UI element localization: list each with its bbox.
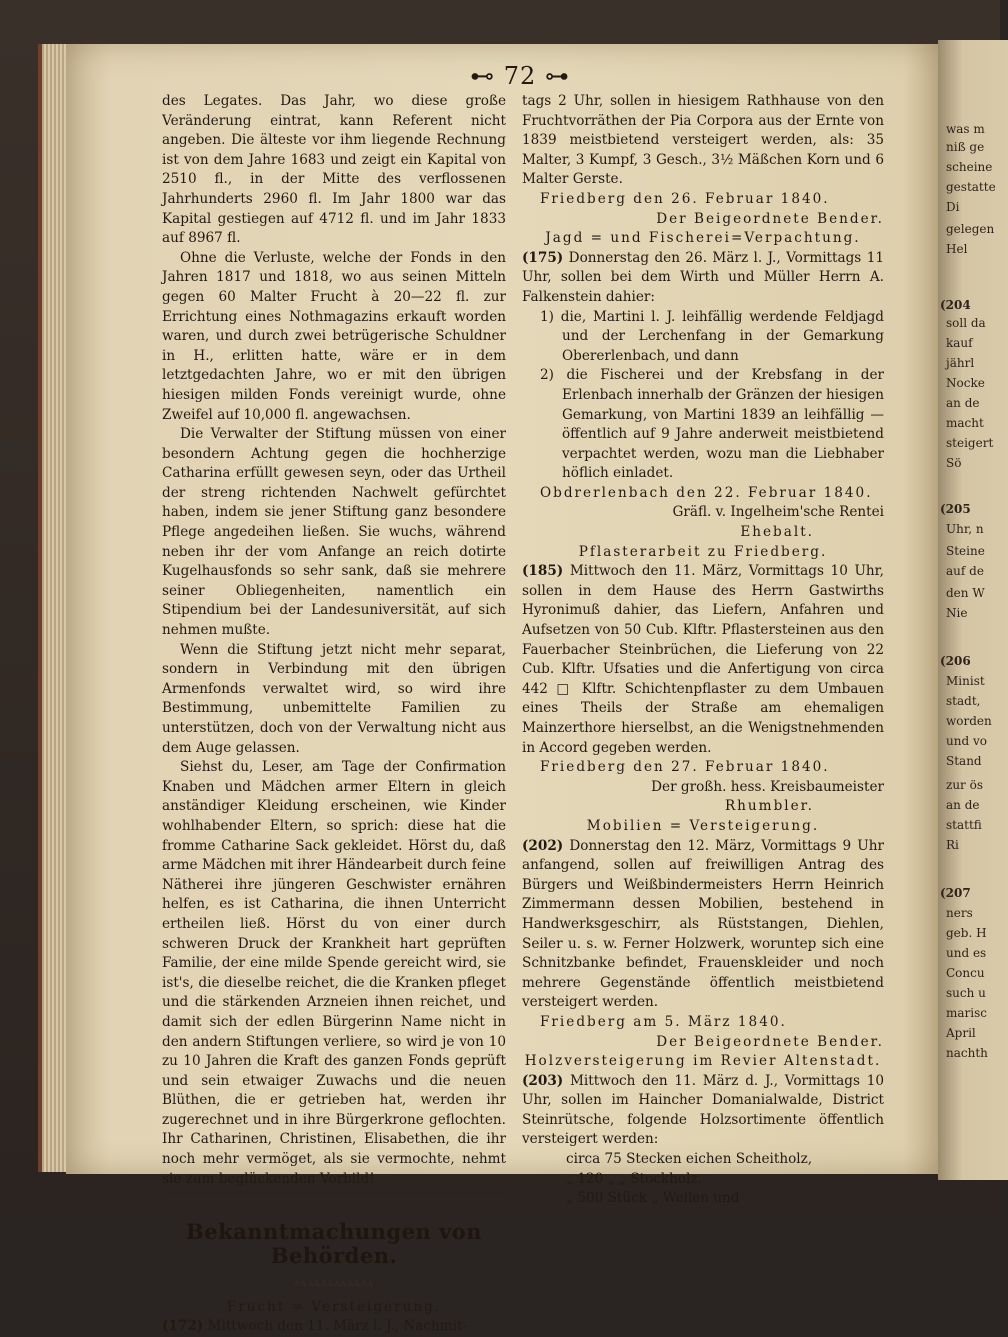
- ornament-left: ⊷: [470, 62, 496, 90]
- adjacent-page-fragment: scheine: [946, 160, 993, 174]
- adjacent-page-fragment: Minist: [946, 674, 985, 688]
- notice-signature: Der Beigeordnete Bender.: [656, 210, 884, 227]
- adjacent-page-fragment: (206: [940, 654, 971, 668]
- notice-title: Holzversteigerung im Revier Altenstadt.: [524, 1053, 882, 1070]
- notice-number: (185): [522, 563, 564, 580]
- heading-ornament: ʌʌʌʌʌʌʌʌʌʌʌʌ: [294, 1278, 374, 1290]
- notice-title: Mobilien = Versteigerung.: [586, 817, 820, 834]
- notice-date: Obdrerlenbach den 22. Februar 1840.: [540, 484, 873, 501]
- notice-title: Pflasterarbeit zu Friedberg.: [578, 543, 828, 560]
- notice-175: [522, 249, 884, 308]
- notice-number: (202): [522, 837, 564, 854]
- notice-signature: Der großh. hess. Kreisbaumeister: [651, 778, 884, 795]
- adjacent-page-fragment: an de: [946, 396, 980, 410]
- notice-text: Mittwoch den 11. März l. J., Nachmit-: [207, 1318, 468, 1335]
- wood-row: circa 75 Stecken eichen Scheitholz,: [566, 1151, 813, 1168]
- notice-date: Friedberg am 5. März 1840.: [540, 1013, 787, 1030]
- adjacent-page-fragment: (205: [940, 502, 971, 516]
- adjacent-page-fragment: Steine: [946, 544, 985, 558]
- paragraph: Ohne die Verluste, welche der Fonds in den Jahren 1817 und 1818, wo aus seinen Mitteln gegen 60 Malter Frucht à 20—22 fl. zur Errichtung eines Nothmagazins erkauft worden waren, und durch zwei betrügerische Schuldner in H., erlitten hatte, wäre er in dem letztgedachten Jahre, wo er mit den übrigen hiesigen milden Fonds vereinigt wurde, ohne Zweifel auf 10,000 fl. angewachsen.: [162, 249, 506, 423]
- notice-title: Frucht = Versteigerung.: [226, 1298, 442, 1315]
- notice-text: Donnerstag den 26. März l. J., Vormittags 11 Uhr, sollen bei dem Wirth und Müller Herrn A. Falkenstein dahier:: [522, 249, 884, 305]
- left-column: [162, 92, 506, 1337]
- notice-text: Mittwoch den 11. März d. J., Vormittags 10 Uhr, sollen im Haincher Domanialwalde, District Steinrütsche, folgende Holzsortimente öffentlich versteigert werden:: [522, 1072, 885, 1148]
- adjacent-page-fragment: Hel: [946, 242, 968, 256]
- adjacent-page-fragment: stadt,: [946, 694, 981, 708]
- adjacent-page-fragment: marisc: [946, 1006, 987, 1020]
- notice-text: Mittwoch den 11. März, Vormittags 10 Uhr, sollen in dem Hause des Herrn Gastwirths Hyronimuß dahier, das Liefern, Anfahren und Aufsetzen von 50 Cub. Klftr. Pflastersteinen aus den Fauerbacher Steinbrüchen, die Lieferung von 22 Cub. Klftr. Ufsaties und die Anfertigung von circa 442 □ Klftr. Schichtenpflaster zu dem Umbauen eines Theils der Straße am ehemaligen Mainzerthore hierselbst, an die Wenigstnehmenden in Accord gegeben werden.: [522, 563, 884, 756]
- notice-signature: Gräfl. v. Ingelheim'sche Rentei: [672, 504, 884, 521]
- adjacent-page-fragment: soll da: [946, 316, 986, 330]
- adjacent-page-fragment: such u: [946, 986, 986, 1000]
- notice-number: (203): [522, 1072, 564, 1089]
- notice-172-start: [162, 1317, 506, 1337]
- list-item: 2) die Fischerei und der Krebsfang in der Erlenbach innerhalb der Gränzen der hiesigen Gemarkung, von Martini 1839 an leihfällig — öffentlich auf 9 Jahre anderweit meistbietend verpachtet werden, wozu man die Liebhaber höflich einladet.: [540, 367, 884, 482]
- adjacent-page-fragment: zur ös: [946, 778, 983, 792]
- adjacent-page-fragment: Stand: [946, 754, 982, 768]
- notice-text: Donnerstag den 12. März, Vormittags 9 Uhr anfangend, sollen auf freiwilligen Antrag des Bürgers und Weißbindermeisters Herrn Heinrich Zimmermann dessen Mobilien, bestehend in Handwerksgeschirr, als Rüststangen, Diehlen, Seiler u. s. w. Ferner Holzwerk, woruntер sich eine Schnitzbanke befindet, Frauenskleider und noch mehrere Gegenstände öffentlich meistbietend versteigert werden.: [522, 837, 884, 1011]
- right-column: [522, 92, 884, 1209]
- paragraph: Wenn die Stiftung jetzt nicht mehr separat, sondern in Verbindung mit den übrigen Armenfonds verwaltet wird, so wird ihre Bestimmung, unbemittelte Familien zu unterstützen, doch von der Verwaltung nicht aus dem Auge gelassen.: [162, 641, 506, 756]
- page-number-value: 72: [503, 62, 537, 90]
- adjacent-page-fragment: ners: [946, 906, 973, 920]
- page-number: [460, 62, 580, 90]
- notice-title: Jagd = und Fischerei=Verpachtung.: [545, 230, 861, 247]
- adjacent-page-fragment: Di: [946, 200, 960, 214]
- adjacent-page-fragment: gestatte: [946, 180, 996, 194]
- notice-date: Friedberg den 27. Februar 1840.: [540, 759, 830, 776]
- adjacent-page-fragment: Nocke: [946, 376, 985, 390]
- adjacent-page-fragment: und vo: [946, 734, 987, 748]
- paragraph: Die Verwalter der Stiftung müssen von einer besondern Achtung gegen die hochherzige Catharina erfüllt gewesen seyn, oder das Urtheil der streng richtenden Nachwelt gefürchtet haben, indem sie jener Stiftung ganz besondere Pflege angedeihen ließen. Sie wuchs, während neben ihr der vom Anfange an reich dotirte Kugelhausfonds so sehr sank, daß sie mehrere seiner Obliegenheiten, namentlich ein Stipendium bei der Landesuniversität, auf sich nehmen mußte.: [162, 426, 506, 639]
- wood-row: „ 120 „ „ Stockholz,: [566, 1170, 702, 1187]
- adjacent-page-fragment: niß ge: [946, 140, 985, 154]
- notice-signature: Rhumbler.: [724, 798, 814, 815]
- adjacent-page-fragment: worden: [946, 714, 992, 728]
- notice-203: [522, 1072, 884, 1150]
- paragraph: Siehst du, Leser, am Tage der Confirmation Knaben und Mädchen armer Eltern in gleich anständiger Kleidung erscheinen, wie Kinder wohlhabender Eltern, so sprich: diese hat die fromme Catharine Sack gekleidet. Hörst du, daß arme Mädchen mit ihrer Händearbeit durch feine Nätherei ihre jüngeren Geschwister ernähren helfen, es ist Catharina, die ihnen Unterricht ertheilen ließ. Hörst du von einer durch schweren Druck der Krankheit hart geprüften Familie, der eine milde Spende gereicht wird, sie ist's, die dieselbe reichet, die die Kranken pfleget und die stärkenden Arzneien ihnen reichet, und damit sich der edlen Bürgerinn Name nicht in den andern Stiftungen verliere, so wird je von 10 zu 10 Jahren die Kraft des ganzen Fonds geprüft und sein etwaiger Zuwachs und die neuen Blüthen, die er getrieben hat, werden ihr zugerechnet und in ihre Bürgerkrone geflochten. Ihr Catharinen, Christinen, Elisabethen, die ihr noch mehr vermöget, als sie vermochte, nehmt sie zum beglückenden Vorbild!: [162, 759, 506, 1187]
- adjacent-page-fragment: geb. H: [946, 926, 987, 940]
- notice-signature: Ehebalt.: [740, 524, 814, 541]
- notice-number: (175): [522, 249, 564, 266]
- adjacent-page-fragment: an de: [946, 798, 980, 812]
- ornament-right: ⊶: [544, 62, 570, 90]
- notice-date: Friedberg den 26. Februar 1840.: [540, 190, 830, 207]
- adjacent-page-fragment: Concu: [946, 966, 985, 980]
- adjacent-page-fragment: nachth: [946, 1046, 988, 1060]
- adjacent-page-fragment: gelegen: [946, 222, 995, 236]
- adjacent-page-fragment: auf de: [946, 564, 984, 578]
- paragraph: des Legates. Das Jahr, wo diese große Veränderung eintrat, kann Referent nicht angeben. Die älteste vor ihm liegende Rechnung ist von dem Jahre 1683 und zeigt ein Kapital von 2510 fl., in der Mitte des verflossenen Jahrhunderts 2960 fl. Im Jahr 1800 war das Kapital gestiegen auf 4712 fl. und im Jahr 1833 auf 8967 fl.: [162, 93, 506, 247]
- section-heading: Bekanntmachungen von Behörden.: [185, 1219, 483, 1269]
- notice-185: [522, 562, 884, 758]
- list-item: 1) die, Martini l. J. leihfällig werdende Feldjagd und der Lerchenfang in der Gemarkung Obererlenbach, und dann: [540, 308, 884, 364]
- adjacent-page-fragment: (207: [940, 886, 971, 900]
- notice-signature: Der Beigeordnete Bender.: [656, 1033, 884, 1050]
- adjacent-page-fragment: Sö: [946, 456, 962, 470]
- adjacent-page-fragment: was m: [946, 122, 985, 136]
- adjacent-page-fragment: Ri: [946, 838, 959, 852]
- adjacent-page-fragment: April: [946, 1026, 976, 1040]
- adjacent-page-fragment: und es: [946, 946, 987, 960]
- adjacent-page-fragment: kauf: [946, 336, 973, 350]
- notice-172-continued: tags 2 Uhr, sollen in hiesigem Rathhause von den Fruchtvorräthen der Pia Corpora aus der Ernte von 1839 meistbietend versteigert werden, als: 35 Malter, 3 Kumpf, 3 Gesch., 3½ Mäßchen Korn und 6 Malter Gerste.: [522, 93, 884, 188]
- notice-number: (172): [162, 1318, 204, 1335]
- adjacent-page-strip: [938, 40, 1008, 1180]
- adjacent-page-fragment: steigert: [946, 436, 994, 450]
- wood-row: „ 500 Stück „ Wellen und: [566, 1190, 740, 1207]
- adjacent-page-fragment: den W: [946, 586, 985, 600]
- adjacent-page-fragment: (204: [940, 298, 971, 312]
- notice-202: [522, 837, 884, 1013]
- adjacent-page-fragment: macht: [946, 416, 984, 430]
- adjacent-page-fragment: jährl: [946, 356, 975, 370]
- adjacent-page-fragment: Nie: [946, 606, 968, 620]
- adjacent-page-fragment: stattfi: [946, 818, 982, 832]
- separator-rule: [162, 1192, 506, 1194]
- adjacent-page-fragment: Uhr, n: [946, 522, 984, 536]
